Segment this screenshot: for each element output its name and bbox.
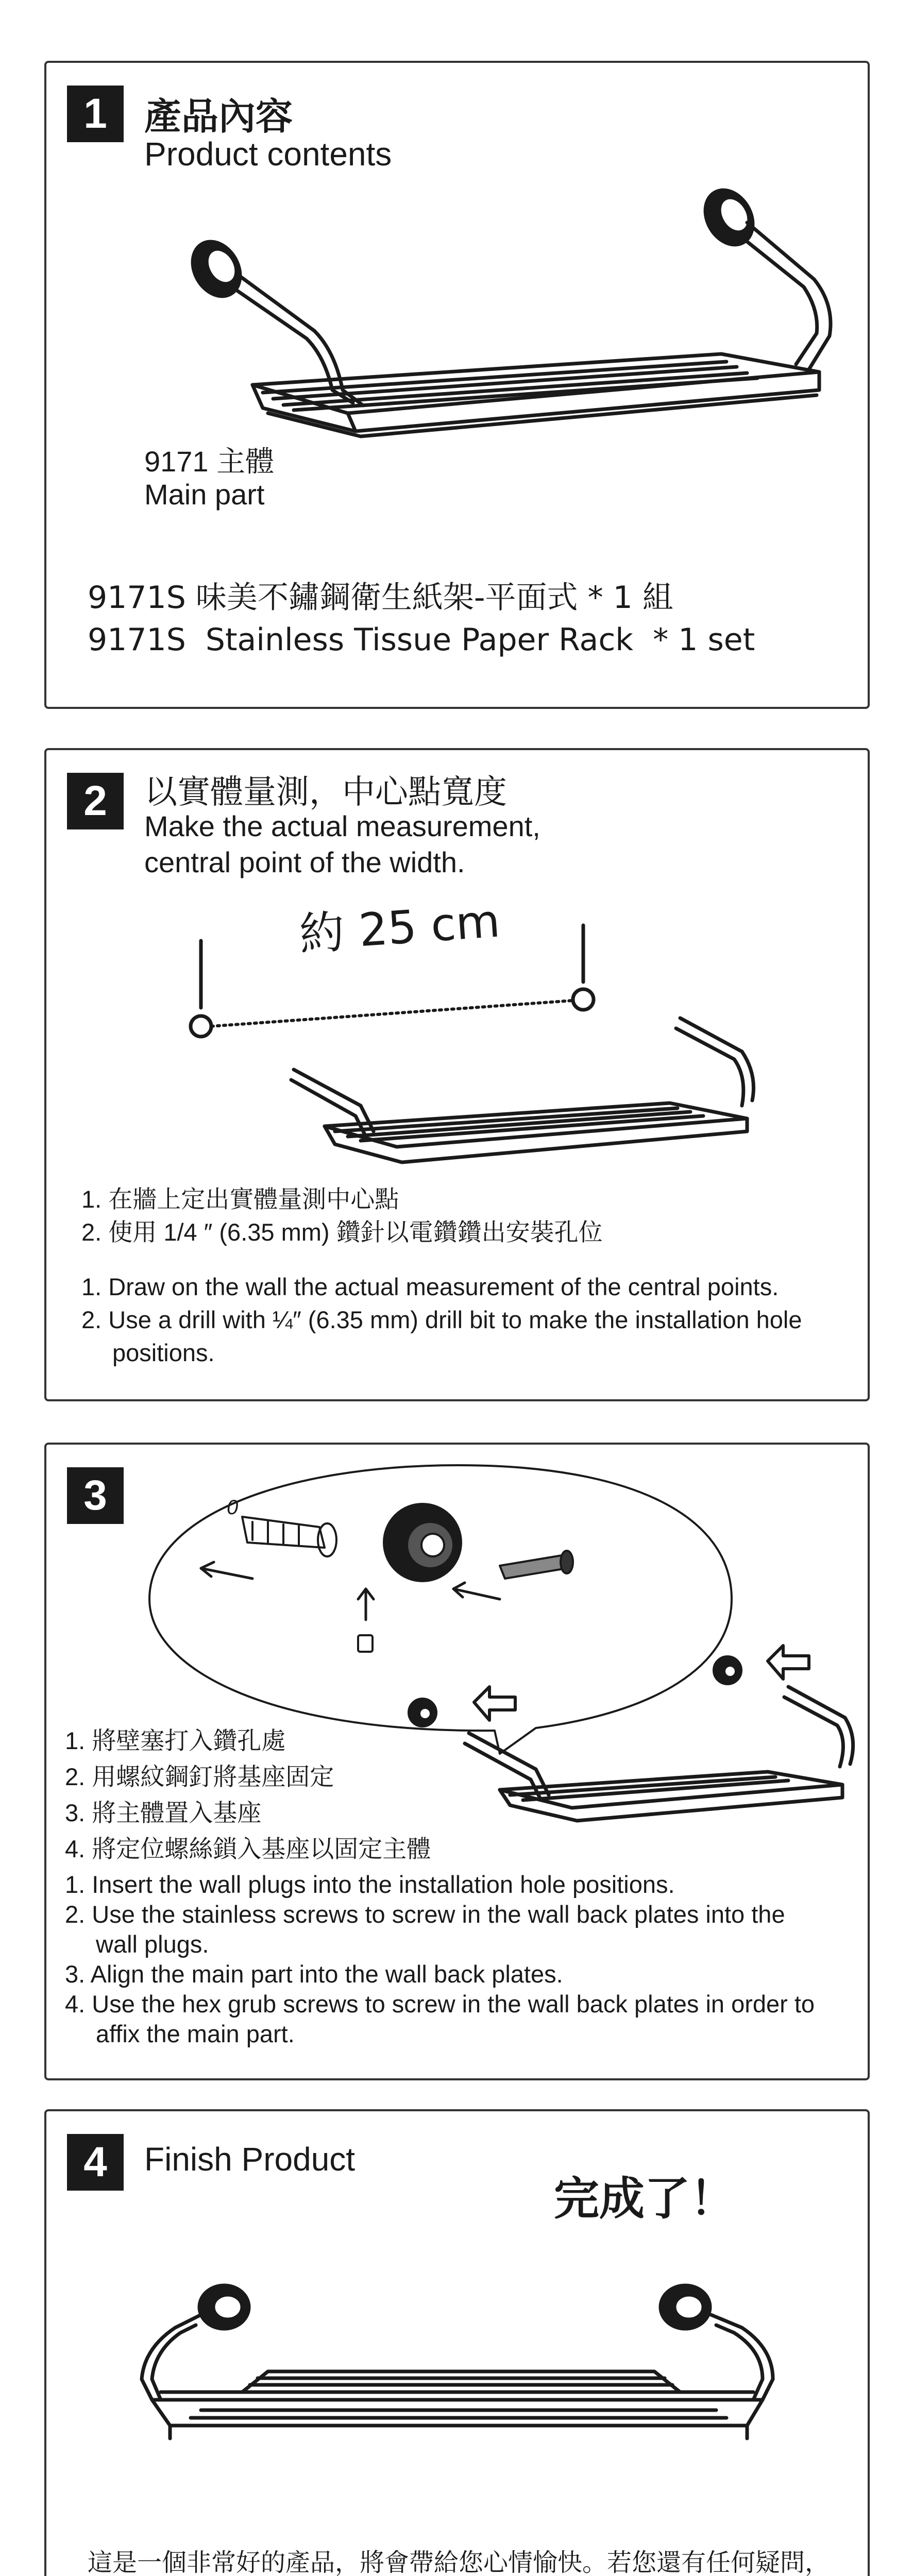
step-number-badge: 4 bbox=[67, 2134, 124, 2191]
step-title-zh: 以實體量測，中心點寬度 bbox=[144, 773, 507, 810]
contents-zh: 9171S 味美不鏽鋼衛生紙架-平面式 * 1 組 bbox=[88, 580, 673, 616]
step-title-en-line2: central point of the width. bbox=[144, 846, 465, 878]
step-title-zh: 產品內容 bbox=[144, 96, 293, 138]
part-label-en: Main part bbox=[144, 478, 265, 511]
step-item-zh: 1. 將壁塞打入鑽孔處 bbox=[65, 1727, 286, 1754]
measurement-label: 約 25 cm bbox=[297, 894, 502, 961]
message-zh: 這是一個非常好的產品，將會帶給您心情愉快。若您還有任何疑問， bbox=[88, 2549, 830, 2576]
steps-zh-list bbox=[65, 1723, 431, 1867]
step-2-panel bbox=[44, 748, 870, 1401]
bubble-mark: 0 bbox=[227, 1496, 239, 1519]
step-item-zh: 3. 將主體置入基座 bbox=[65, 1799, 262, 1826]
step-1-panel bbox=[44, 61, 870, 709]
step-item-en: 1. Insert the wall plugs into the installation hole positions. bbox=[65, 1871, 675, 1898]
steps-en-list bbox=[81, 1270, 844, 1369]
step-number-badge: 1 bbox=[67, 86, 124, 142]
step-item-en: 2. Use the stainless screws to screw in the wall back plates into the wall plugs. bbox=[65, 1901, 785, 1958]
steps-zh-list bbox=[81, 1183, 603, 1249]
step-item-en: 3. Align the main part into the wall back plates. bbox=[65, 1960, 563, 1988]
completed-label: 完成了！ bbox=[554, 2173, 736, 2224]
step-number-badge: 2 bbox=[67, 773, 124, 829]
step-item-en: 4. Use the hex grub screws to screw in the wall back plates in order to affix the main part. bbox=[65, 1990, 815, 2047]
step-item-en: 2. Use a drill with ¼″ (6.35 mm) drill bit to make the installation hole positions. bbox=[81, 1306, 802, 1366]
step-number-badge: 3 bbox=[67, 1467, 124, 1524]
finished-rack-illustration bbox=[46, 2276, 872, 2513]
step-3-panel bbox=[44, 1443, 870, 2080]
step-title-en-line1: Make the actual measurement, bbox=[144, 810, 540, 842]
step-item-zh: 2. 用螺紋鋼釘將基座固定 bbox=[65, 1763, 334, 1790]
part-label-zh: 9171 主體 bbox=[144, 445, 275, 478]
step-title-en: Finish Product bbox=[144, 2141, 356, 2178]
steps-en-list bbox=[65, 1870, 827, 2049]
step-item-en: 1. Draw on the wall the actual measurement of the central points. bbox=[81, 1273, 779, 1300]
step-title-en: Product contents bbox=[144, 135, 392, 173]
step-item-zh: 1. 在牆上定出實體量測中心點 bbox=[81, 1185, 399, 1213]
step-4-panel bbox=[44, 2109, 870, 2576]
measurement-illustration bbox=[46, 905, 872, 1173]
hardware-bubble-illustration bbox=[46, 1445, 872, 1764]
contents-en: 9171S Stainless Tissue Paper Rack * 1 set bbox=[88, 622, 755, 658]
step-item-zh: 2. 使用 1/4 ″ (6.35 mm) 鑽針以電鑽鑽出安裝孔位 bbox=[81, 1218, 603, 1246]
step-item-zh: 4. 將定位螺絲鎖入基座以固定主體 bbox=[65, 1835, 431, 1862]
